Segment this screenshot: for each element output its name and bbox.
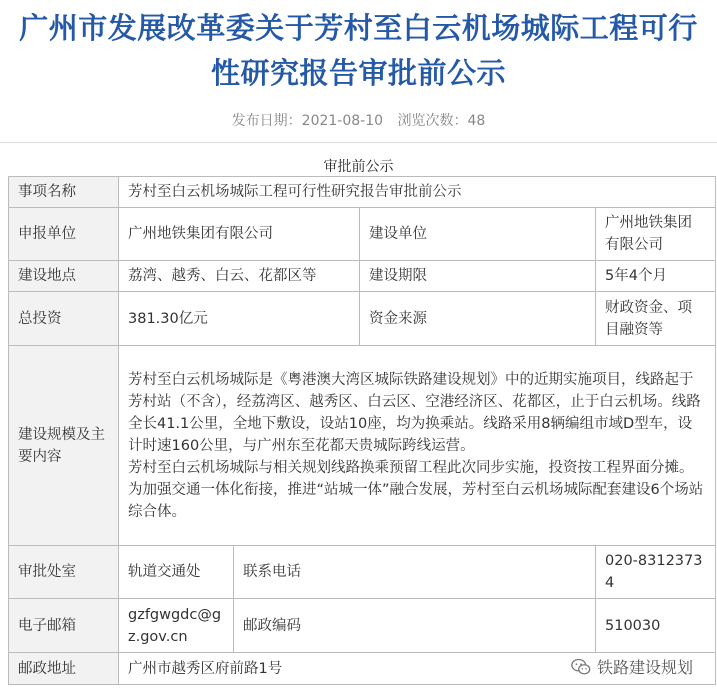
builder-label: 建设单位 bbox=[360, 208, 596, 261]
location-label: 建设地点 bbox=[9, 261, 119, 292]
table-row bbox=[9, 599, 716, 653]
publish-date: 发布日期：2021-08-10 bbox=[231, 113, 384, 129]
postcode-label: 邮政编码 bbox=[234, 599, 596, 653]
funding-value: 财政资金、项目融资等 bbox=[596, 292, 716, 346]
office-value: 轨道交通处 bbox=[119, 546, 234, 599]
table-row bbox=[9, 546, 716, 599]
page-title: 广州市发展改革委关于芳村至白云机场城际工程可行性研究报告审批前公示 bbox=[19, 11, 698, 90]
table-row bbox=[9, 208, 716, 261]
wechat-icon bbox=[570, 656, 592, 678]
phone-value: 020-83123734 bbox=[596, 546, 716, 599]
period-value: 5年4个月 bbox=[596, 261, 716, 292]
table-row bbox=[9, 346, 716, 546]
applicant-value: 广州地铁集团有限公司 bbox=[119, 208, 360, 261]
table-row bbox=[9, 261, 716, 292]
address-value: 广州市越秀区府前路1号 bbox=[119, 653, 716, 685]
investment-value: 381.30亿元 bbox=[119, 292, 360, 346]
address-label: 邮政地址 bbox=[9, 653, 119, 685]
location-value: 荔湾、越秀、白云、花都区等 bbox=[119, 261, 360, 292]
item-label: 事项名称 bbox=[9, 177, 119, 208]
postcode-value: 510030 bbox=[596, 599, 716, 653]
period-label: 建设期限 bbox=[360, 261, 596, 292]
table-row bbox=[9, 177, 716, 208]
applicant-label: 申报单位 bbox=[9, 208, 119, 261]
article-meta bbox=[0, 110, 717, 132]
investment-label: 总投资 bbox=[9, 292, 119, 346]
watermark bbox=[570, 655, 693, 678]
divider bbox=[0, 142, 717, 143]
table-caption: 审批前公示 bbox=[323, 159, 394, 175]
funding-label: 资金来源 bbox=[360, 292, 596, 346]
office-label: 审批处室 bbox=[9, 546, 119, 599]
scope-label: 建设规模及主要内容 bbox=[9, 346, 119, 546]
builder-value: 广州地铁集团有限公司 bbox=[596, 208, 716, 261]
scope-paragraph-1: 芳村至白云机场城际是《粤港澳大湾区城际铁路建设规划》中的近期实施项目，线路起于芳村站（不含），经荔湾区、越秀区、白云区、空港经济区、花都区，止于白云机场。线路全长41.1公里，全地下敷设，设站10座，均为换乘站。线路采用8辆编组市域D型车，设计时速160公里，与广州东至花都天贵城际跨线运营。 bbox=[128, 371, 701, 454]
scope-value bbox=[119, 346, 716, 546]
view-count: 浏览次数：48 bbox=[397, 113, 486, 129]
scope-paragraph-2: 芳村至白云机场城际与相关规划线路换乘预留工程此次同步实施，投资按工程界面分摊。为加强交通一体化衔接，推进“站城一体”融合发展，芳村至白云机场城际配套建设6个场站综合体。 bbox=[128, 459, 704, 520]
watermark-text: 铁路建设规划 bbox=[597, 658, 694, 677]
email-value[interactable]: gzfgwgdc@gz.gov.cn bbox=[119, 599, 234, 653]
phone-label: 联系电话 bbox=[234, 546, 596, 599]
table-row bbox=[9, 292, 716, 346]
item-value: 芳村至白云机场城际工程可行性研究报告审批前公示 bbox=[119, 177, 716, 208]
email-label: 电子邮箱 bbox=[9, 599, 119, 653]
approval-table bbox=[8, 176, 716, 685]
